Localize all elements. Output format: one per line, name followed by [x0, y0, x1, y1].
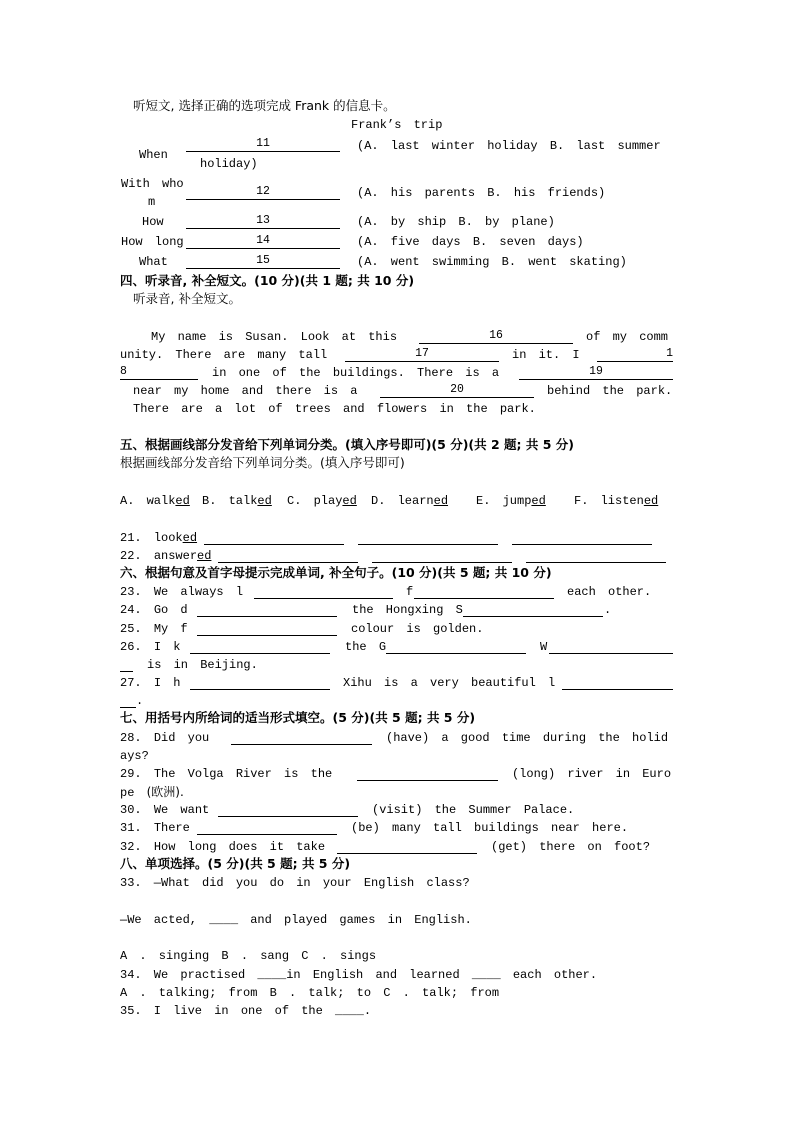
q30-start: 30. We want [120, 803, 210, 817]
q25-start: 25. My f [120, 622, 188, 636]
q35-question: 35. I live in one of the ____. [120, 1004, 372, 1018]
row-options-14: (A. five days B. seven days) [357, 235, 584, 249]
q25-end: colour is golden. [351, 622, 484, 636]
blank-16[interactable]: 16 [419, 330, 573, 344]
passage-line2-b: in it. I [512, 348, 580, 362]
q29-start: 29. The Volga River is the [120, 767, 333, 781]
q31-blank[interactable] [197, 821, 337, 835]
q21-blank-3[interactable] [512, 531, 652, 545]
q26-blank-w[interactable] [549, 640, 673, 654]
row-options-11: (A. last winter holiday B. last summer [357, 139, 661, 153]
q21-label: 21. looked [120, 531, 198, 545]
q25-blank-f[interactable] [197, 622, 337, 636]
q23-blank-f[interactable] [414, 585, 554, 599]
blank-14[interactable]: 14 [186, 235, 340, 249]
passage-line4-a: near my home and there is a [133, 384, 358, 398]
section4-heading: 四、听录音, 补全短文。(10 分)(共 1 题; 共 10 分) [120, 273, 415, 288]
q26-end: is in Beijing. [147, 658, 258, 672]
blank-15[interactable]: 15 [186, 255, 340, 269]
word-option-f: F. listened [574, 494, 659, 508]
q24-blank-s[interactable] [463, 603, 603, 617]
row-label-with-whom: With who [121, 177, 184, 191]
section7-heading: 七、用括号内所给词的适当形式填空。(5 分)(共 5 题; 共 5 分) [120, 710, 476, 725]
passage-line1-a: My name is Susan. Look at this [151, 330, 398, 344]
q26-letter-w: W [540, 640, 548, 654]
q22-blank-3[interactable] [526, 549, 666, 563]
blank-18-start[interactable]: 1 [597, 348, 673, 362]
q32-start: 32. How long does it take [120, 840, 326, 854]
row-options-11-cont: holiday) [200, 157, 258, 171]
q29-mid: (long) river in Euro [512, 767, 672, 781]
blank-19[interactable]: 19 [519, 366, 673, 380]
section5-heading: 五、根据画线部分发音给下列单词分类。(填入序号即可)(5 分)(共 2 题; 共 5 分) [120, 437, 574, 452]
q23-end: each other. [567, 585, 652, 599]
q22-label: 22. answered [120, 549, 212, 563]
passage-line5: There are a lot of trees and flowers in the park. [133, 402, 536, 416]
blank-20[interactable]: 20 [380, 384, 534, 398]
q29-end: pe (欧洲). [120, 785, 184, 800]
blank-17[interactable]: 17 [345, 348, 499, 362]
q24-end: . [604, 603, 612, 617]
passage-line4-b: behind the park. [547, 384, 673, 398]
q26-blank-w-cont[interactable] [120, 658, 133, 672]
q27-start: 27. I h [120, 676, 181, 690]
blank-11[interactable]: 11 [186, 138, 340, 152]
row-options-15: (A. went swimming B. went skating) [357, 255, 627, 269]
row-options-13: (A. by ship B. by plane) [357, 215, 555, 229]
q23-start: 23. We always l [120, 585, 244, 599]
section8-heading: 八、单项选择。(5 分)(共 5 题; 共 5 分) [120, 856, 351, 871]
q24-start: 24. Go d [120, 603, 188, 617]
q27-end: . [136, 694, 144, 708]
q29-blank[interactable] [357, 767, 498, 781]
q27-blank-h[interactable] [190, 676, 330, 690]
q26-blank-g[interactable] [386, 640, 526, 654]
row-options-12: (A. his parents B. his friends) [357, 186, 606, 200]
word-option-d: D. learned [371, 494, 449, 508]
q27-blank-l[interactable] [562, 676, 673, 690]
word-option-b: B. talked [202, 494, 272, 508]
q28-blank[interactable] [231, 731, 372, 745]
q31-start: 31. There [120, 821, 190, 835]
q33-question: 33. —What did you do in your English class? [120, 876, 470, 890]
q33-options: A . singing B . sang C . sings [120, 949, 377, 963]
q28-end: ays? [120, 749, 149, 763]
q28-start: 28. Did you [120, 731, 210, 745]
passage-line1-b: of my comm [586, 330, 669, 344]
section4-subheading: 听录音, 补全短文。 [133, 291, 241, 306]
section3-intro: 听短文, 选择正确的选项完成 Frank 的信息卡。 [133, 98, 396, 113]
section5-subheading: 根据画线部分发音给下列单词分类。(填入序号即可) [120, 455, 405, 470]
q30-end: (visit) the Summer Palace. [372, 803, 575, 817]
q23-blank-l[interactable] [254, 585, 393, 599]
row-label-how: How [142, 215, 164, 229]
blank-18-end[interactable]: 8 [120, 366, 198, 380]
q32-end: (get) there on foot? [491, 840, 651, 854]
section6-heading: 六、根据句意及首字母提示完成单词, 补全句子。(10 分)(共 5 题; 共 10 分) [120, 565, 552, 580]
q24-mid: the Hongxing S [352, 603, 463, 617]
q30-blank[interactable] [218, 803, 358, 817]
row-label-how-long: How long [121, 235, 184, 249]
q23-letter-f: f [406, 585, 414, 599]
q26-mid: the G [345, 640, 387, 654]
row-label-when: When [139, 148, 168, 162]
q22-blank-2[interactable] [372, 549, 512, 563]
q28-mid: (have) a good time during the holid [386, 731, 669, 745]
q27-blank-l-cont[interactable] [120, 694, 136, 708]
q34-options: A . talking; from B . talk; to C . talk; from [120, 986, 500, 1000]
word-option-a: A. walked [120, 494, 190, 508]
q31-end: (be) many tall buildings near here. [351, 821, 629, 835]
q33-answer-line: —We acted, ____ and played games in English. [120, 913, 472, 927]
q27-mid: Xihu is a very beautiful l [343, 676, 556, 690]
q24-blank-d[interactable] [197, 603, 337, 617]
q32-blank[interactable] [337, 840, 477, 854]
card-title: Frank’s trip [351, 118, 443, 132]
q26-blank-k[interactable] [190, 640, 330, 654]
passage-line2-a: unity. There are many tall [120, 348, 328, 362]
row-label-what: What [139, 255, 168, 269]
q22-blank-1[interactable] [218, 549, 358, 563]
q26-start: 26. I k [120, 640, 181, 654]
word-option-e: E. jumped [476, 494, 546, 508]
passage-line3-a: in one of the buildings. There is a [212, 366, 500, 380]
q21-blank-2[interactable] [358, 531, 498, 545]
word-option-c: C. played [287, 494, 357, 508]
blank-12[interactable]: 12 [186, 186, 340, 200]
q34-question: 34. We practised ____in English and learned ____ each other. [120, 968, 598, 982]
q21-blank-1[interactable] [204, 531, 344, 545]
row-label-with-whom-cont: m [148, 195, 156, 209]
blank-13[interactable]: 13 [186, 215, 340, 229]
